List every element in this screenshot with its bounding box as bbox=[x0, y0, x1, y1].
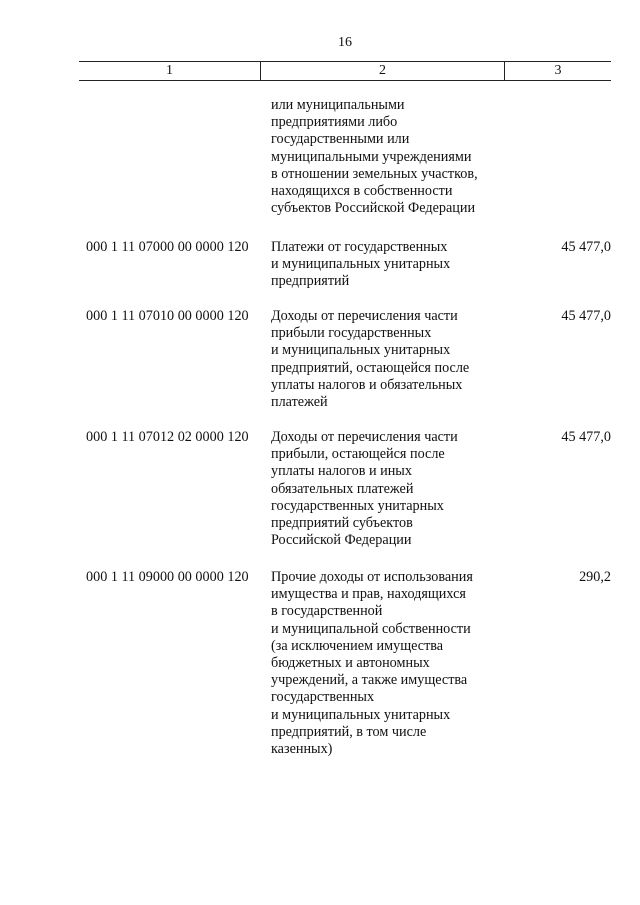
column-header-1: 1 bbox=[79, 62, 261, 80]
description-line: предприятий субъектов bbox=[271, 515, 413, 532]
description-line: государственных bbox=[271, 689, 375, 706]
row-description bbox=[271, 97, 511, 217]
row-amount: 45 477,0 bbox=[561, 308, 611, 324]
description-line: бюджетных и автономных bbox=[271, 655, 430, 672]
description-line: и муниципальной собственности bbox=[271, 620, 471, 637]
description-line: прибыли, остающейся после bbox=[271, 446, 445, 463]
description-line: Российской Федерации bbox=[271, 532, 412, 549]
description-line: Платежи от государственных bbox=[271, 239, 448, 255]
row-code: 000 1 11 07000 00 0000 120 bbox=[86, 239, 249, 255]
description-line: предприятий bbox=[271, 273, 350, 290]
description-line: учреждений, а также имущества bbox=[271, 672, 468, 689]
description-line: в отношении земельных участков, bbox=[271, 165, 478, 182]
description-line: обязательных платежей bbox=[271, 480, 414, 497]
description-line: субъектов Российской Федерации bbox=[271, 200, 476, 217]
row-description bbox=[271, 308, 511, 411]
description-line: в государственной bbox=[271, 603, 383, 620]
description-line: уплаты налогов и обязательных bbox=[271, 376, 463, 393]
row-amount: 45 477,0 bbox=[561, 239, 611, 255]
column-header-3: 3 bbox=[554, 63, 562, 78]
description-line: и муниципальных унитарных bbox=[271, 256, 451, 273]
row-description bbox=[271, 429, 511, 549]
row-code: 000 1 11 09000 00 0000 120 bbox=[86, 569, 249, 585]
description-line: государственными или bbox=[271, 131, 410, 148]
description-line: предприятий, в том числе bbox=[271, 723, 427, 740]
description-line: государственных унитарных bbox=[271, 497, 444, 514]
description-line: муниципальными учреждениями bbox=[271, 148, 472, 165]
description-line: и муниципальных унитарных bbox=[271, 706, 451, 723]
description-line: предприятиями либо bbox=[271, 114, 398, 131]
table-header bbox=[79, 61, 611, 81]
description-line: и муниципальных унитарных bbox=[271, 342, 451, 359]
description-line: платежей bbox=[271, 394, 328, 411]
description-line: предприятий, остающейся после bbox=[271, 359, 470, 376]
row-code: 000 1 11 07010 00 0000 120 bbox=[86, 308, 249, 324]
description-line: имущества и прав, находящихся bbox=[271, 586, 466, 603]
description-line: или муниципальными bbox=[271, 97, 405, 113]
page-number: 16 bbox=[338, 35, 352, 50]
description-line: (за исключением имущества bbox=[271, 637, 444, 654]
column-header-2: 2 bbox=[261, 62, 505, 80]
row-amount: 290,2 bbox=[579, 569, 611, 585]
row-description bbox=[271, 239, 511, 291]
description-line: Прочие доходы от использования bbox=[271, 569, 473, 585]
description-line: Доходы от перечисления части bbox=[271, 308, 458, 324]
description-line: прибыли государственных bbox=[271, 325, 432, 342]
description-line: уплаты налогов и иных bbox=[271, 463, 412, 480]
row-amount: 45 477,0 bbox=[561, 429, 611, 445]
description-line: казенных) bbox=[271, 741, 333, 758]
row-code: 000 1 11 07012 02 0000 120 bbox=[86, 429, 249, 445]
row-description bbox=[271, 569, 511, 758]
description-line: находящихся в собственности bbox=[271, 183, 453, 200]
description-line: Доходы от перечисления части bbox=[271, 429, 458, 445]
